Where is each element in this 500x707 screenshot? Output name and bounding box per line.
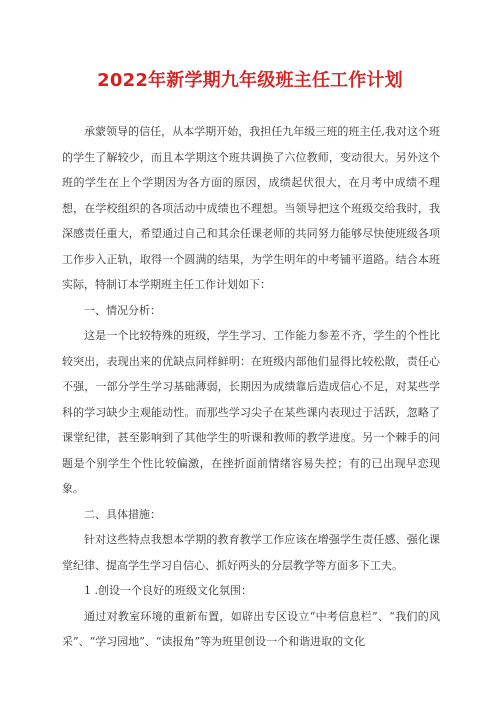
paragraph-measures: 针对这些特点我想本学期的教育教学工作应该在增强学生责任感、强化课堂纪律、提高学生学习自信心、抓好两头的分层教学等方面多下工夫。 [62,533,440,572]
paragraph-intro: 承蒙领导的信任，从本学期开始，我担任九年级三班的班主任,我对这个班的学生了解较少，而且本学期这个班共调换了六位教师，变动很大。另外这个班的学生在上个学期因为各方面的原因，成绩起伏很大，在月考中成绩不理想，在学校组织的各项活动中成绩也不理想。当领导把这个班级交给我时，我深感责任重大，希望通过自己和其余任课老师的共同努力能够尽快使班级各项工作步入正轨，取得一个圆满的结果，为学生明年的中考铺平道路。结合本班实际，特制订本学期班主任工作计划如下： [62,125,440,291]
section-heading-situation: 一、情况分析： [84,303,161,317]
subsection-heading-culture: 1 .创设一个良好的班级文化氛围： [84,584,252,597]
paragraph-culture: 通过对教室环境的重新布置，如辟出专区设立“中考信息栏”、“我们的风采”、“学习园地”、“读报角”等为班里创设一个和谐进取的文化 [62,609,440,648]
paragraph-situation: 这是一个比较特殊的班级，学生学习、工作能力参差不齐，学生的个性比较突出，表现出来的优缺点同样鲜明：在班级内部他们显得比较松散，责任心不强，一部分学生学习基础薄弱，长期因为成绩靠后造成信心不足，对某些学科的学习缺少主观能动性。而那些学习尖子在某些课内表现过于活跃，忽略了课堂纪律，甚至影响到了其他学生的听课和教师的教学进度。另一个棘手的问题是个别学生个性比较偏激，在挫折面前情绪容易失控；有的已出现早恋现象。 [62,329,440,495]
document-title: 2022年新学期九年级班主任工作计划 [97,70,403,91]
document-body [62,119,440,655]
section-heading-measures: 二、具体措施： [84,507,161,521]
